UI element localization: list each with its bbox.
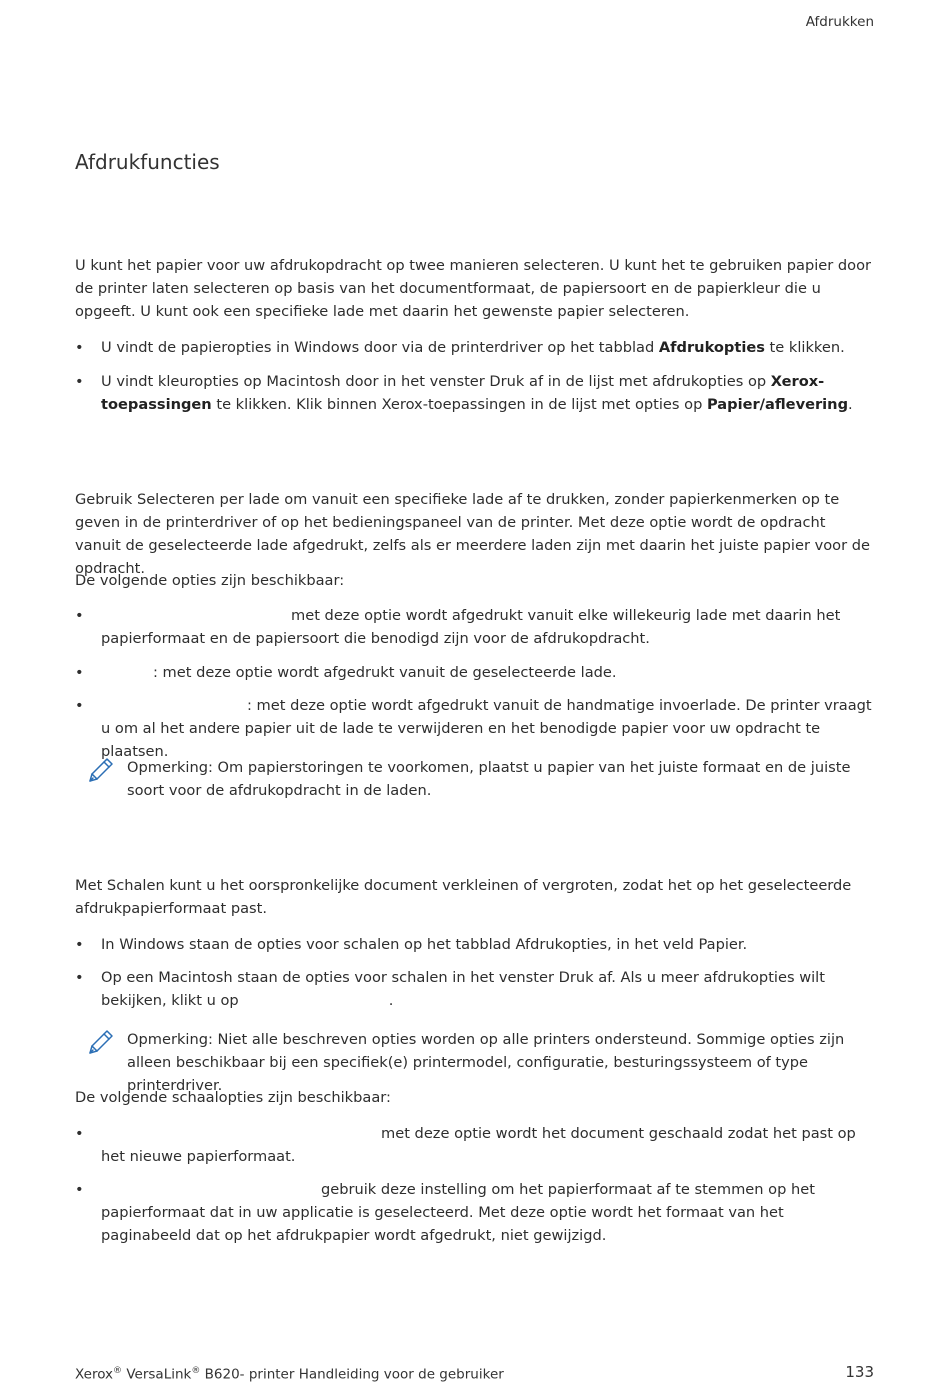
bullet-marker: • xyxy=(75,969,84,986)
bullet-text: met deze optie wordt het document geschaald zodat het past op het nieuwe papierformaat. xyxy=(101,1125,856,1165)
list-item xyxy=(75,966,875,1012)
bullet-text: . xyxy=(388,992,394,1009)
pencil-icon xyxy=(87,1028,115,1056)
bullet-text: U vindt kleuropties op Macintosh door in het venster Druk af in de lijst met afdrukopties op xyxy=(101,373,771,390)
list-item xyxy=(75,661,875,684)
list-item xyxy=(75,1178,875,1247)
tab-name-afdrukopties: Afdrukopties xyxy=(658,339,765,356)
bullet-text: . xyxy=(848,396,853,413)
tray-options-intro: De volgende opties zijn beschikbaar: xyxy=(75,572,345,589)
bullet-text: : met deze optie wordt afgedrukt vanuit de geselecteerde lade. xyxy=(153,664,617,681)
footer-brand: Xerox xyxy=(75,1366,114,1383)
footer-rest: B620- printer Handleiding voor de gebruiker xyxy=(200,1366,504,1383)
bullet-marker: • xyxy=(75,607,84,624)
registered-mark: ® xyxy=(191,1366,201,1376)
bullet-marker: • xyxy=(75,1181,84,1198)
menu-name-xerox-toepassingen: Xerox-toepassingen xyxy=(101,373,825,413)
bullet-text: : met deze optie wordt afgedrukt vanuit de handmatige invoerlade. De printer vraagt u om al het andere papier uit de lade te verwijderen en het benodigde papier voor uw opdracht te plaatsen. xyxy=(101,697,872,760)
scaling-options-intro: De volgende schaalopties zijn beschikbaar: xyxy=(75,1089,391,1106)
bullet-marker: • xyxy=(75,697,84,714)
note-box xyxy=(75,756,875,802)
list-item xyxy=(75,933,875,956)
footer-document-title xyxy=(75,1366,504,1383)
bullet-marker: • xyxy=(75,373,84,390)
list-item xyxy=(75,336,875,359)
pencil-icon xyxy=(87,756,115,784)
bullet-marker: • xyxy=(75,1125,84,1142)
bullet-marker: • xyxy=(75,664,84,681)
list-item xyxy=(75,370,875,416)
page-number: 133 xyxy=(845,1363,874,1381)
option-papier-aflevering: Papier/aflevering xyxy=(706,396,849,413)
bullet-text: Op een Macintosh staan de opties voor schalen in het venster Druk af. Als u meer afdrukopties wilt bekijken, klikt u op xyxy=(101,969,825,1009)
bullet-text: te klikken. Klik binnen Xerox-toepassingen in de lijst met opties op xyxy=(211,396,707,413)
bullet-text: U vindt de papieropties in Windows door via de printerdriver op het tabblad xyxy=(101,339,659,356)
bullet-text: met deze optie wordt afgedrukt vanuit elke willekeurig lade met daarin het papierformaat en de papiersoort die benodigd zijn voor de afdrukopdracht. xyxy=(101,607,841,647)
note-text: Opmerking: Om papierstoringen te voorkomen, plaatst u papier van het juiste formaat en de juiste soort voor de afdrukopdracht in de laden. xyxy=(127,759,851,799)
list-item xyxy=(75,694,875,763)
registered-mark: ® xyxy=(113,1366,123,1376)
bullet-text: In Windows staan de opties voor schalen op het tabblad Afdrukopties, in het veld Papier. xyxy=(101,936,748,953)
page-title: Afdrukfuncties xyxy=(75,150,220,174)
scaling-intro: Met Schalen kunt u het oorspronkelijke document verkleinen of vergroten, zodat het op het geselecteerde afdrukpapierformaat past. xyxy=(75,877,852,917)
list-item xyxy=(75,1122,875,1168)
footer-product: VersaLink xyxy=(126,1366,192,1383)
bullet-marker: • xyxy=(75,936,84,953)
list-item xyxy=(75,604,875,650)
bullet-marker: • xyxy=(75,339,84,356)
bullet-text: gebruik deze instelling om het papierformaat af te stemmen op het papierformaat dat in uw applicatie is geselecteerd. Met deze optie wordt het formaat van het paginabeeld dat op het afdrukpapier wordt afgedrukt, niet gewijzigd. xyxy=(101,1181,815,1244)
paper-selection-intro: U kunt het papier voor uw afdrukopdracht op twee manieren selecteren. U kunt het te gebruiken papier door de printer laten selecteren op basis van het documentformaat, de papiersoort en de papierkleur die u opgeeft. U kunt ook een specifieke lade met daarin het gewenste papier selecteren. xyxy=(75,257,872,320)
header-section-title: Afdrukken xyxy=(805,14,874,30)
bullet-text: te klikken. xyxy=(764,339,845,356)
note-text: Opmerking: Niet alle beschreven opties worden op alle printers ondersteund. Sommige opties zijn alleen beschikbaar bij een specifiek(e) printermodel, configuratie, besturingssysteem of type printerdriver. xyxy=(127,1031,845,1094)
tray-selection-intro: Gebruik Selecteren per lade om vanuit een specifieke lade af te drukken, zonder papierkenmerken op te geven in de printerdriver of op het bedieningspaneel van de printer. Met deze optie wordt de opdracht vanuit de geselecteerde lade afgedrukt, zelfs als er meerdere laden zijn met daarin het juiste papier voor de opdracht. xyxy=(75,491,870,577)
